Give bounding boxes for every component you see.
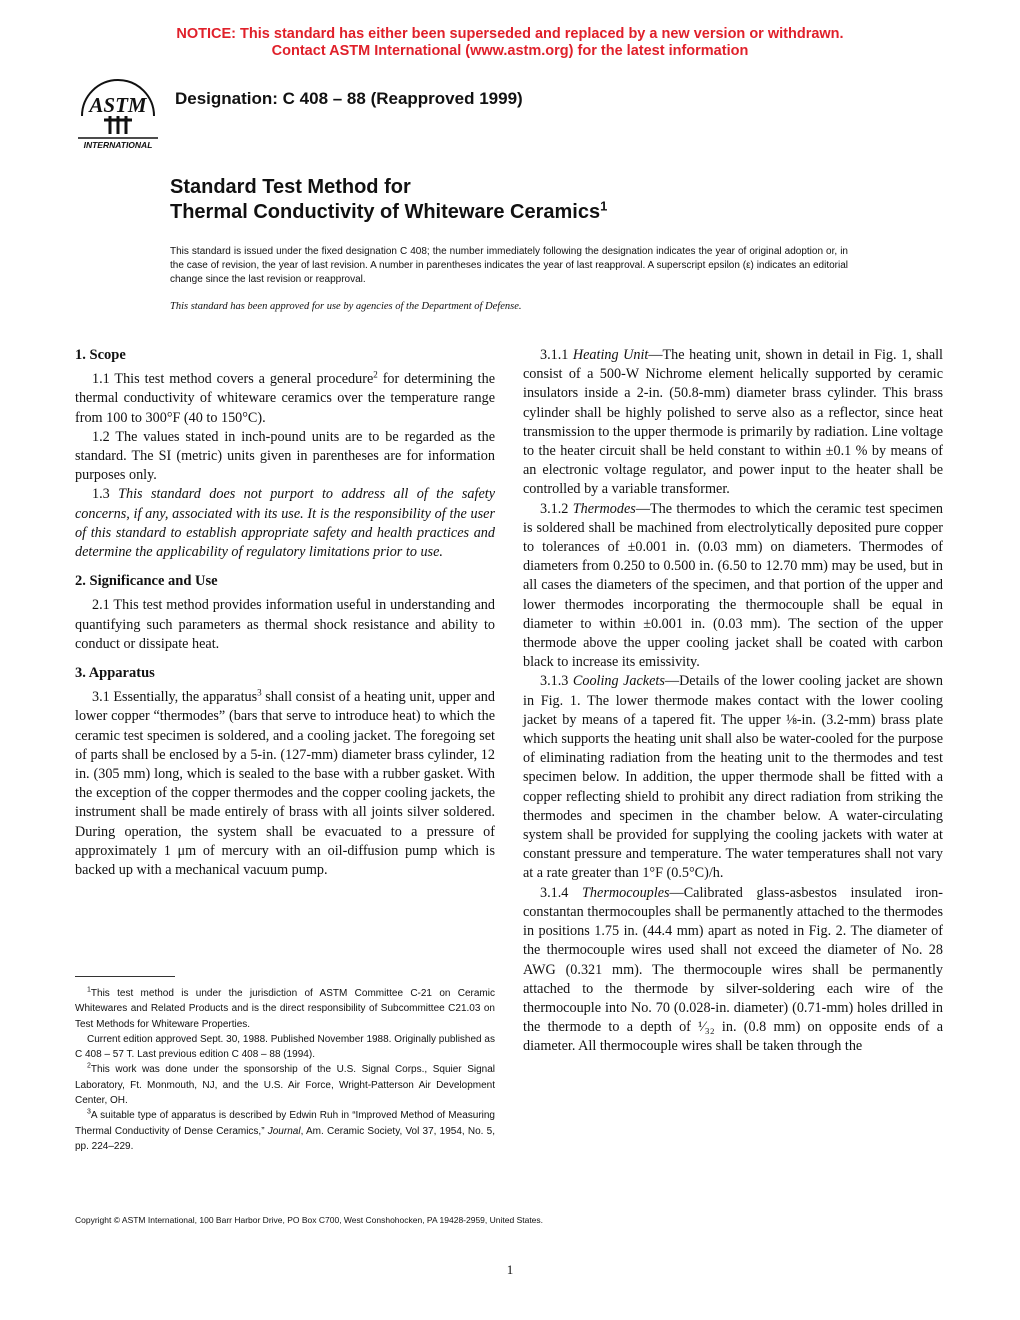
astm-logo xyxy=(76,76,160,152)
para-2-1: 2.1 This test method provides information useful in understanding and quantifying such parameters as thermal shock resistance and ability to conduct or dissipate heat. xyxy=(75,597,495,652)
left-column xyxy=(75,346,495,880)
para-3-1-4-text: —Calibrated glass-asbestos insulated iron-constantan thermocouples shall be permanently attached to the thermodes in positions 1.75 in. (44.4 mm) apart as noted in Fig. 2. The diameter of the thermocouple wires used shall not exceed the diameter of No. 28 AWG (0.321 mm). The thermocouple wires shall be permanently attached to the thermode by silver-soldering each wire of the thermocouple into No. 70 (0.028-in. diameter) (0.71-mm) holes drilled in the thermode to a depth of ¹⁄₃₂ in. (0.8 mm) on opposite ends of a diameter. All thermocouple wires shall be taken through the xyxy=(523,884,944,1055)
page-number: 1 xyxy=(506,1262,514,1277)
logo-text: ASTM xyxy=(89,93,147,117)
designation: Designation: C 408 – 88 (Reapproved 1999) xyxy=(175,89,523,108)
footnote-1-mark: 1 xyxy=(87,986,91,994)
para-1-2: 1.2 The values stated in inch-pound units are to be regarded as the standard. The SI (metric) units given in parentheses are for information purposes only. xyxy=(75,428,495,484)
footnote-3-text-a: A suitable type of apparatus is described by Edwin Ruh in “Improved Method of Measuring Thermal Conductivity of Dense Ceramics,” xyxy=(75,1110,495,1137)
footnote-divider xyxy=(75,976,175,977)
preamble-approved: This standard has been approved for use by agencies of the Department of Defense. xyxy=(170,301,522,312)
footnote-3-journal: Journal xyxy=(267,1125,301,1137)
para-1-3-num: 1.3 xyxy=(92,486,119,503)
notice-line-1: NOTICE: This standard has either been superseded and replaced by a new version or withdrawn. xyxy=(176,26,844,42)
footnote-1-edition: Current edition approved Sept. 30, 1988. Published November 1988. Originally published as C 408 – 57 T. Last previous edition C 408 – 88 (1994). xyxy=(75,1033,495,1061)
para-3-1-1-num: 3.1.1 xyxy=(540,347,573,363)
title-main: Thermal Conductivity of Whiteware Ceramics xyxy=(170,201,601,223)
para-3-1-1 xyxy=(523,346,943,500)
copyright: Copyright © ASTM International, 100 Barr Harbor Drive, PO Box C700, West Conshohocken, PA 19428-2959, United States. xyxy=(75,1215,544,1225)
para-3-1-3 xyxy=(523,672,943,883)
para-3-1-1-text: —The heating unit, shown in detail in Fig. 1, shall consist of a 500-W Nichrome element helically supported by ceramic insulators inside a 2-in. (50.8-mm) diameter brass cylinder. This brass cylinder shall be highly polished to serve also as a reflector, since heat transmission to the upper thermode is primarily by radiation. Line voltage to the heater circuit shall be held constant to within ±0.1 % by means of an electronic voltage regulator, and power input to the heater shall be controlled by a variable transformer. xyxy=(523,347,944,498)
title-footnote-mark: 1 xyxy=(600,198,608,214)
title-line-2 xyxy=(170,200,870,225)
footnote-2-text: This work was done under the sponsorship of the U.S. Signal Corps., Squier Signal Laboratory, Ft. Monmouth, NJ, and the U.S. Air Force, Wright-Patterson Air Development Center, OH. xyxy=(75,1064,495,1107)
para-1-1 xyxy=(75,370,495,428)
para-3-1-1-term: Heating Unit xyxy=(572,347,649,363)
para-3-1-2-text: —The thermodes to which the ceramic test specimen is soldered shall be machined from electrolytically deposited pure copper to tolerances of ±0.001 in. (0.03 mm) on diameters. Thermodes of diameters from 0.250 to 0.500 in. (6.50 to 12.70 mm) may be used, but in all cases the diameters of the specimen, and that portion of the upper and lower thermodes incorporating the thermocouple shall be equal in diameter to within ±0.001 in. (0.03 mm). The section of the upper thermode above the upper cooling jacket shall be coated with carbon black to increase its emissivity. xyxy=(523,500,943,671)
footnote-2 xyxy=(75,1062,495,1108)
para-3-1-4 xyxy=(523,884,943,1057)
para-1-3 xyxy=(75,485,495,562)
footnote-ref-3: 3 xyxy=(257,687,262,698)
section-significance-heading: 2. Significance and Use xyxy=(75,573,218,590)
para-3-1-2 xyxy=(523,500,943,673)
footnote-1-text: This test method is under the jurisdiction of ASTM Committee C-21 on Ceramic Whitewares and Related Products and is the direct responsibility of Subcommittee C21.03 on Test Methods for Whiteware Properties. xyxy=(75,988,495,1030)
para-1-1-b: for determining the thermal conductivity of whiteware ceramics over the temperature range from 100 to 300°F (40 to 150°C). xyxy=(75,371,495,426)
para-3-1-b: shall consist of a heating unit, upper and lower copper “thermodes” (bars that serve to introduce heat) to which the ceramic test specimen is soldered, and a cooling jacket. The foregoing set of parts shall be enclosed by a 5-in. (127-mm) diameter brass cylinder, 12 in. (305 mm) long, which is sealed to the base with a rubber gasket. With the exception of the copper thermodes and the copper cooling jackets, the instrument shall be made entirely of brass with all joints silver soldered. During operation, the system shall be evacuated to a pressure of approximately 1 μm of mercury with an oil-diffusion pump which is backed up with a mechanical vacuum pump. xyxy=(75,689,495,879)
para-3-1-4-num: 3.1.4 xyxy=(540,884,583,901)
title-line-1: Standard Test Method for xyxy=(170,176,411,198)
para-3-1-a: 3.1 Essentially, the apparatus xyxy=(92,689,258,706)
footnote-ref-2: 2 xyxy=(373,369,378,380)
para-3-1 xyxy=(75,688,495,880)
para-3-1-3-text: —Details of the lower cooling jacket are shown in Fig. 1. The lower thermode makes contact with the lower cooling jacket by means of a tapered fit. The upper ⅛-in. (3.2-mm) brass plate which supports the heating unit shall also be water-cooled for the purpose of eliminating radiation from the heating unit to the thermodes and test specimen below. In addition, the upper thermode shall be fitted with a copper reflecting shield to prohibit any direct radiation from striking the thermodes and specimen in the chamber below. A water-circulating system shall be provided for supplying the cooling jackets with water at constant pressure and temperature. The water temperatures shall not vary at a rate greater than 1°F (0.5°C)/h. xyxy=(523,673,944,882)
para-3-1-3-term: Cooling Jackets xyxy=(572,673,665,690)
footnote-2-mark: 2 xyxy=(87,1063,91,1071)
para-3-1-4-term: Thermocouples xyxy=(582,884,670,901)
preamble-issued: This standard is issued under the fixed designation C 408; the number immediately following the designation indicates the year of original adoption or, in the case of revision, the year of last revision. A number in parentheses indicates the year of last reapproval. A superscript epsilon (ε) indicates an editorial change since the last revision or reapproval. xyxy=(170,246,848,285)
right-column xyxy=(523,346,943,1057)
para-3-1-3-num: 3.1.3 xyxy=(540,673,573,690)
logo-subtext: INTERNATIONAL xyxy=(83,140,153,150)
section-apparatus-heading: 3. Apparatus xyxy=(75,665,155,682)
footnote-3-text-b: , Am. Ceramic Society, Vol 37, 1954, No. 5, pp. 224–229. xyxy=(75,1125,495,1152)
notice-banner xyxy=(0,26,1020,60)
footnote-3-mark: 3 xyxy=(87,1109,91,1117)
section-scope-heading: 1. Scope xyxy=(75,347,126,363)
para-1-1-a: 1.1 This test method covers a general procedure xyxy=(92,371,374,388)
document-title xyxy=(170,175,870,225)
footnotes xyxy=(75,986,495,1154)
notice-line-2: Contact ASTM International (www.astm.org) for the latest information xyxy=(271,43,749,59)
footnote-1 xyxy=(75,986,495,1032)
para-3-1-2-num: 3.1.2 xyxy=(540,500,573,517)
para-3-1-2-term: Thermodes xyxy=(572,500,636,517)
footnote-3 xyxy=(75,1108,495,1154)
para-1-3-text: This standard does not purport to address all of the safety concerns, if any, associated with its use. It is the responsibility of the user of this standard to establish appropriate safety and health practices and determine the applicability of regulatory limitations prior to use. xyxy=(75,486,495,561)
